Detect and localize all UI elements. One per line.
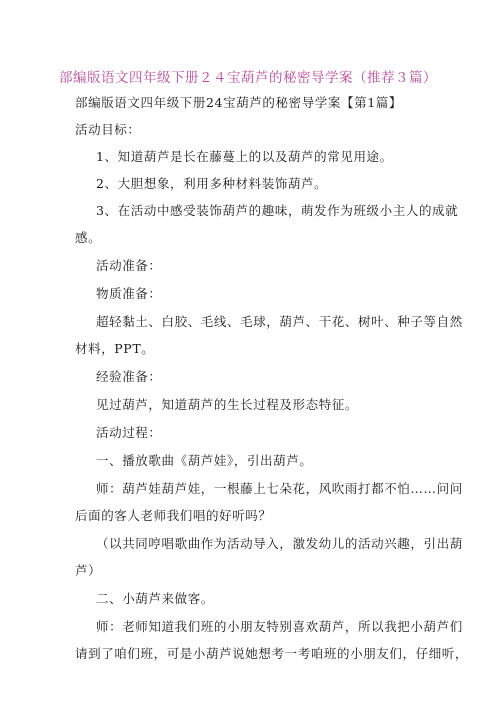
paragraph-line: 物质准备： (96, 286, 162, 301)
paragraph-line: 超轻黏土、白胶、毛线、毛球，葫芦、干花、树叶、种子等自然 (96, 314, 463, 329)
paragraph-line: 一、播放歌曲《葫芦娃》，引出葫芦。 (96, 453, 313, 468)
document-title: 部编版语文四年级下册２４宝葫芦的秘密导学案（推荐３篇） (59, 70, 437, 86)
paragraph-line: 见过葫芦，知道葫芦的生长过程及形态特征。 (96, 397, 359, 412)
paragraph-line: 经验准备： (96, 369, 162, 384)
paragraph-line: 请到了咱们班，可是小葫芦说她想考一考咱班的小朋友们，仔细听， (75, 646, 469, 661)
paragraph-line: 活动目标： (75, 122, 141, 137)
paragraph-line: 1、知道葫芦是长在藤蔓上的以及葫芦的常见用途。 (96, 149, 393, 164)
paragraph-line: 活动准备： (96, 258, 162, 273)
paragraph-line: （以共同哼唱歌曲作为活动导入，激发幼儿的活动兴趣，引出葫 (96, 536, 463, 551)
paragraph-line: 活动过程： (96, 425, 162, 440)
paragraph-line: 后面的客人老师我们唱的好听吗？ (75, 508, 272, 523)
paragraph-line: 3、在活动中感受装饰葫芦的趣味，萌发作为班级小主人的成就 (96, 203, 459, 218)
paragraph-line: 师：葫芦娃葫芦娃，一根藤上七朵花，风吹雨打都不怕……问问 (96, 481, 463, 496)
paragraph-line: 芦） (75, 563, 102, 578)
paragraph-line: 二、小葫芦来做客。 (96, 591, 214, 606)
paragraph-line: 感。 (75, 230, 102, 245)
paragraph-line: 2、大胆想象，利用多种材料装饰葫芦。 (96, 176, 328, 191)
paragraph-line: 师：老师知道我们班的小朋友特别喜欢葫芦，所以我把小葫芦们 (96, 619, 463, 634)
document-subtitle: 部编版语文四年级下册24宝葫芦的秘密导学案【第1篇】 (75, 95, 402, 110)
paragraph-line: 材料，PPT。 (75, 341, 155, 356)
